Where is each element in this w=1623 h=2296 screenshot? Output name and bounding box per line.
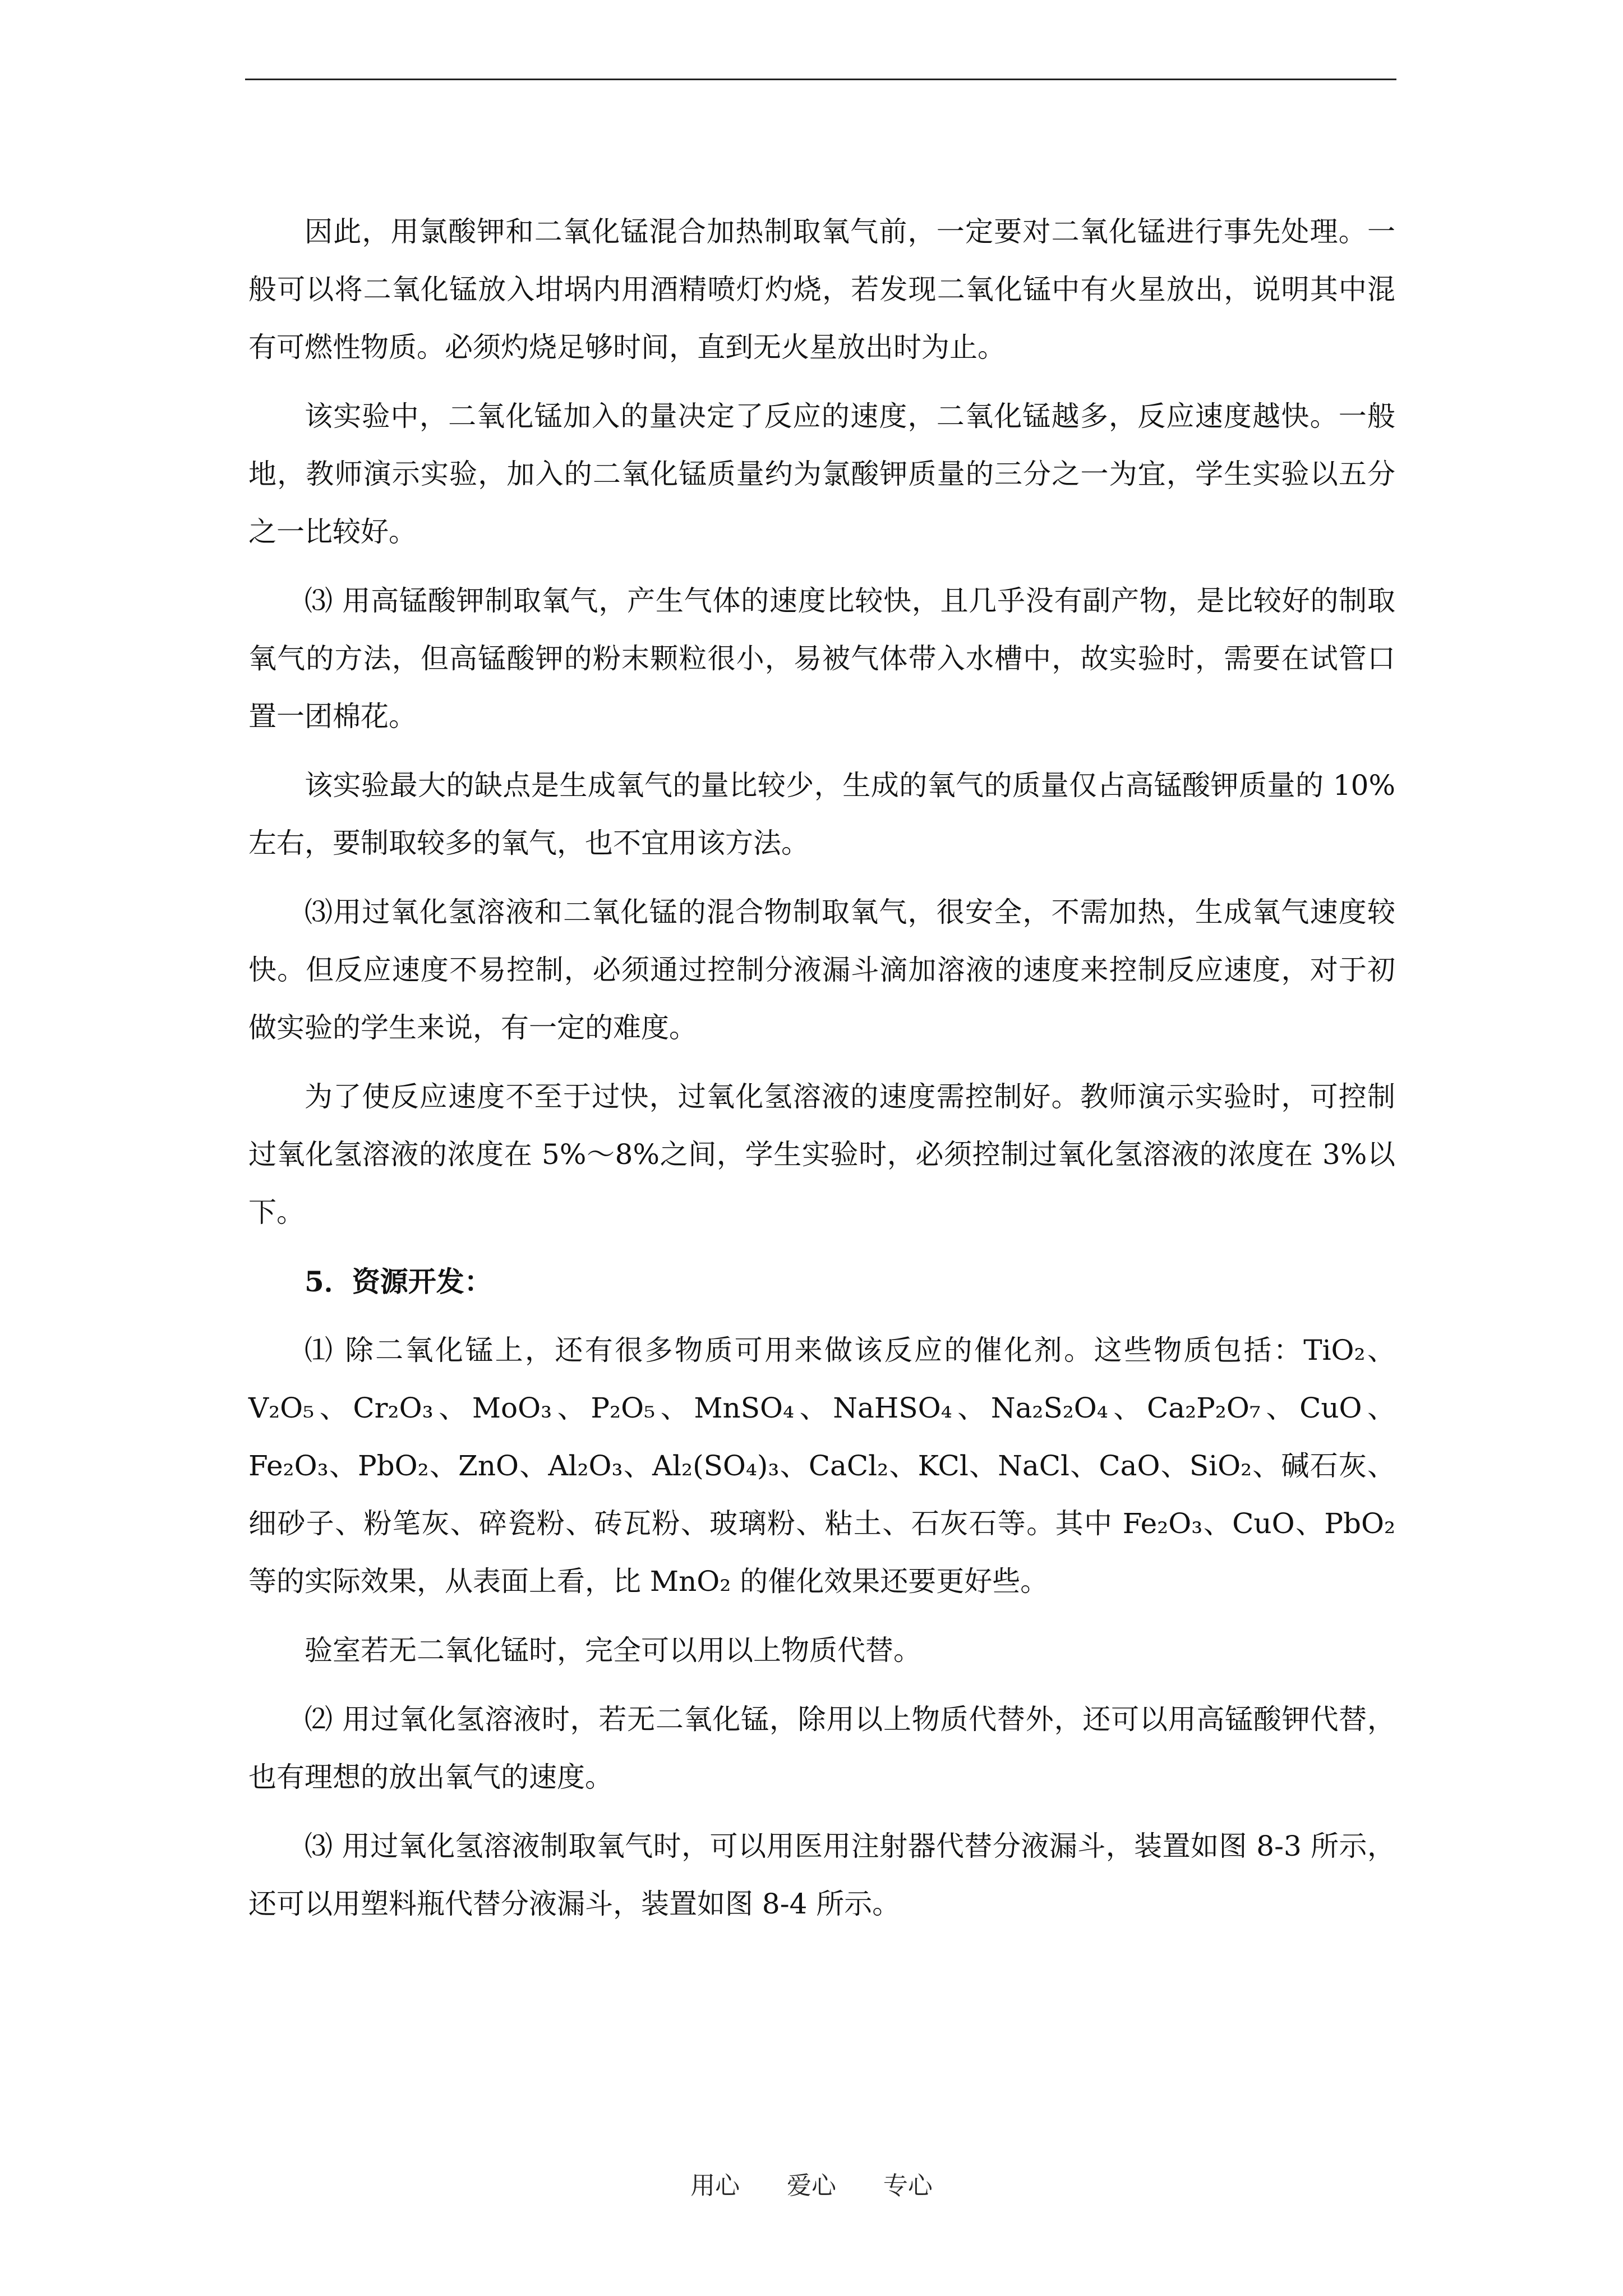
paragraph: 验室若无二氧化锰时，完全可以用以上物质代替。 [305, 1634, 921, 1667]
list-separator: 、 [1362, 1392, 1396, 1424]
paragraph: 为了使反应速度不至于过快，过氧化氢溶液的速度需控制好。教师演示实验时，可控制过氧化氢溶液的浓度在 5%～8%之间，学生实验时，必须控制过氧化氢溶液的浓度在 3%以下。 [248, 1080, 1395, 1228]
list-separator: 、 [519, 1450, 548, 1482]
chemical-formula: TiO₂ [1303, 1334, 1366, 1366]
list-separator: 、 [328, 1450, 358, 1482]
chemical-formula: CaO [1099, 1450, 1160, 1482]
chemical-formula: SiO₂ [1189, 1450, 1252, 1482]
paragraph: ⑶ 用高锰酸钾制取氧气，产生气体的速度比较快，且几乎没有副产物，是比较好的制取氧气的方法，但高锰酸钾的粉末颗粒很小，易被气体带入水槽中，故实验时，需要在试管口置一团棉花。 [248, 585, 1395, 733]
chemical-formula: PbO₂ [358, 1450, 429, 1482]
chemical-formula: Al₂(SO₄)₃ [652, 1450, 780, 1482]
list-separator: 、 [952, 1392, 991, 1424]
list-separator: 、 [314, 1392, 353, 1424]
chemical-formula: Fe₂O₃ [248, 1450, 329, 1482]
list-separator: 、 [623, 1450, 652, 1482]
list-separator: 、 [794, 1392, 833, 1424]
list-separator: 、 [1108, 1392, 1147, 1424]
chemical-formula: Na₂S₂O₄ [990, 1392, 1108, 1424]
chemical-formula: V₂O₅ [248, 1392, 315, 1424]
paragraph: 因此，用氯酸钾和二氧化锰混合加热制取氧气前，一定要对二氧化锰进行事先处理。一般可以将二氧化锰放入坩埚内用酒精喷灯灼烧，若发现二氧化锰中有火星放出，说明其中混有可燃性物质。必须灼烧足够时间，直到无火星放出时为止。 [248, 215, 1395, 364]
list-separator: 、 [888, 1450, 918, 1482]
paragraph: 该实验中，二氧化锰加入的量决定了反应的速度，二氧化锰越多，反应速度越快。一般地，教师演示实验，加入的二氧化锰质量约为氯酸钾质量的三分之一为宜，学生实验以五分之一比较好。 [248, 400, 1395, 548]
chemical-formula: NaHSO₄ [833, 1392, 952, 1424]
list-separator: 、 [1365, 1334, 1396, 1366]
paragraph: ⑶ 用过氧化氢溶液制取氧气时，可以用医用注射器代替分液漏斗，装置如图 8-3 所示，还可以用塑料瓶代替分液漏斗，装置如图 8-4 所示。 [248, 1830, 1395, 1920]
list-separator: 、 [655, 1392, 694, 1424]
header-rule [245, 79, 1396, 80]
catalyst-paragraph [248, 1322, 1395, 1611]
paragraph: ⑶用过氧化氢溶液和二氧化锰的混合物制取氧气，很安全，不需加热，生成氧气速度较快。但反应速度不易控制，必须通过控制分液漏斗滴加溶液的速度来控制反应速度，对于初做实验的学生来说，有一定的难度。 [248, 896, 1395, 1044]
page-footer: 用心 爱心 专心 [690, 2171, 933, 2200]
chemical-formula: Cr₂O₃ [353, 1392, 434, 1424]
comparison-list: Fe₂O₃、CuO、PbO₂ [1122, 1507, 1396, 1540]
chemical-formula: CuO [1299, 1392, 1362, 1424]
paragraph: ⑵ 用过氧化氢溶液时，若无二氧化锰，除用以上物质代替外，还可以用高锰酸钾代替，也有理想的放出氧气的速度。 [248, 1703, 1395, 1793]
comparison-pre: 其中 [1055, 1507, 1123, 1540]
chemical-formula: Ca₂P₂O₇ [1147, 1392, 1261, 1424]
list-separator: 、 [552, 1392, 591, 1424]
chemical-formula: Al₂O₃ [548, 1450, 623, 1482]
chemical-formula: MoO₃ [472, 1392, 552, 1424]
list-separator: 、 [1160, 1450, 1189, 1482]
chemical-formula: NaCl [998, 1450, 1070, 1482]
comparison-ref: MnO₂ [649, 1565, 731, 1598]
catalyst-intro: ⑴ 除二氧化锰上，还有很多物质可用来做该反应的催化剂。这些物质包括： [305, 1334, 1304, 1366]
section-heading: 5．资源开发： [305, 1265, 492, 1298]
list-separator: 、 [433, 1392, 472, 1424]
document-body [248, 203, 1395, 1944]
chemical-formula: P₂O₅ [591, 1392, 656, 1424]
paragraph: 该实验最大的缺点是生成氧气的量比较少，生成的氧气的质量仅占高锰酸钾质量的 10%左右，要制取较多的氧气，也不宜用该方法。 [248, 769, 1395, 859]
chemical-formula: MnSO₄ [694, 1392, 795, 1424]
list-separator: 、 [1260, 1392, 1300, 1424]
comparison-mid: 等的实际效果，从表面上看，比 [248, 1565, 650, 1598]
chemical-formula: CaCl₂ [808, 1450, 889, 1482]
chemical-formula: KCl [917, 1450, 969, 1482]
catalyst-others: 、碱石灰、细砂子、粉笔灰、碎瓷粉、砖瓦粉、玻璃粉、粘土、石灰石等。 [248, 1450, 1396, 1540]
comparison-post: 的催化效果还要更好些。 [731, 1565, 1049, 1598]
list-separator: 、 [428, 1450, 459, 1482]
list-separator: 、 [1069, 1450, 1099, 1482]
list-separator: 、 [968, 1450, 998, 1482]
list-separator: 、 [779, 1450, 809, 1482]
chemical-formula: ZnO [458, 1450, 519, 1482]
